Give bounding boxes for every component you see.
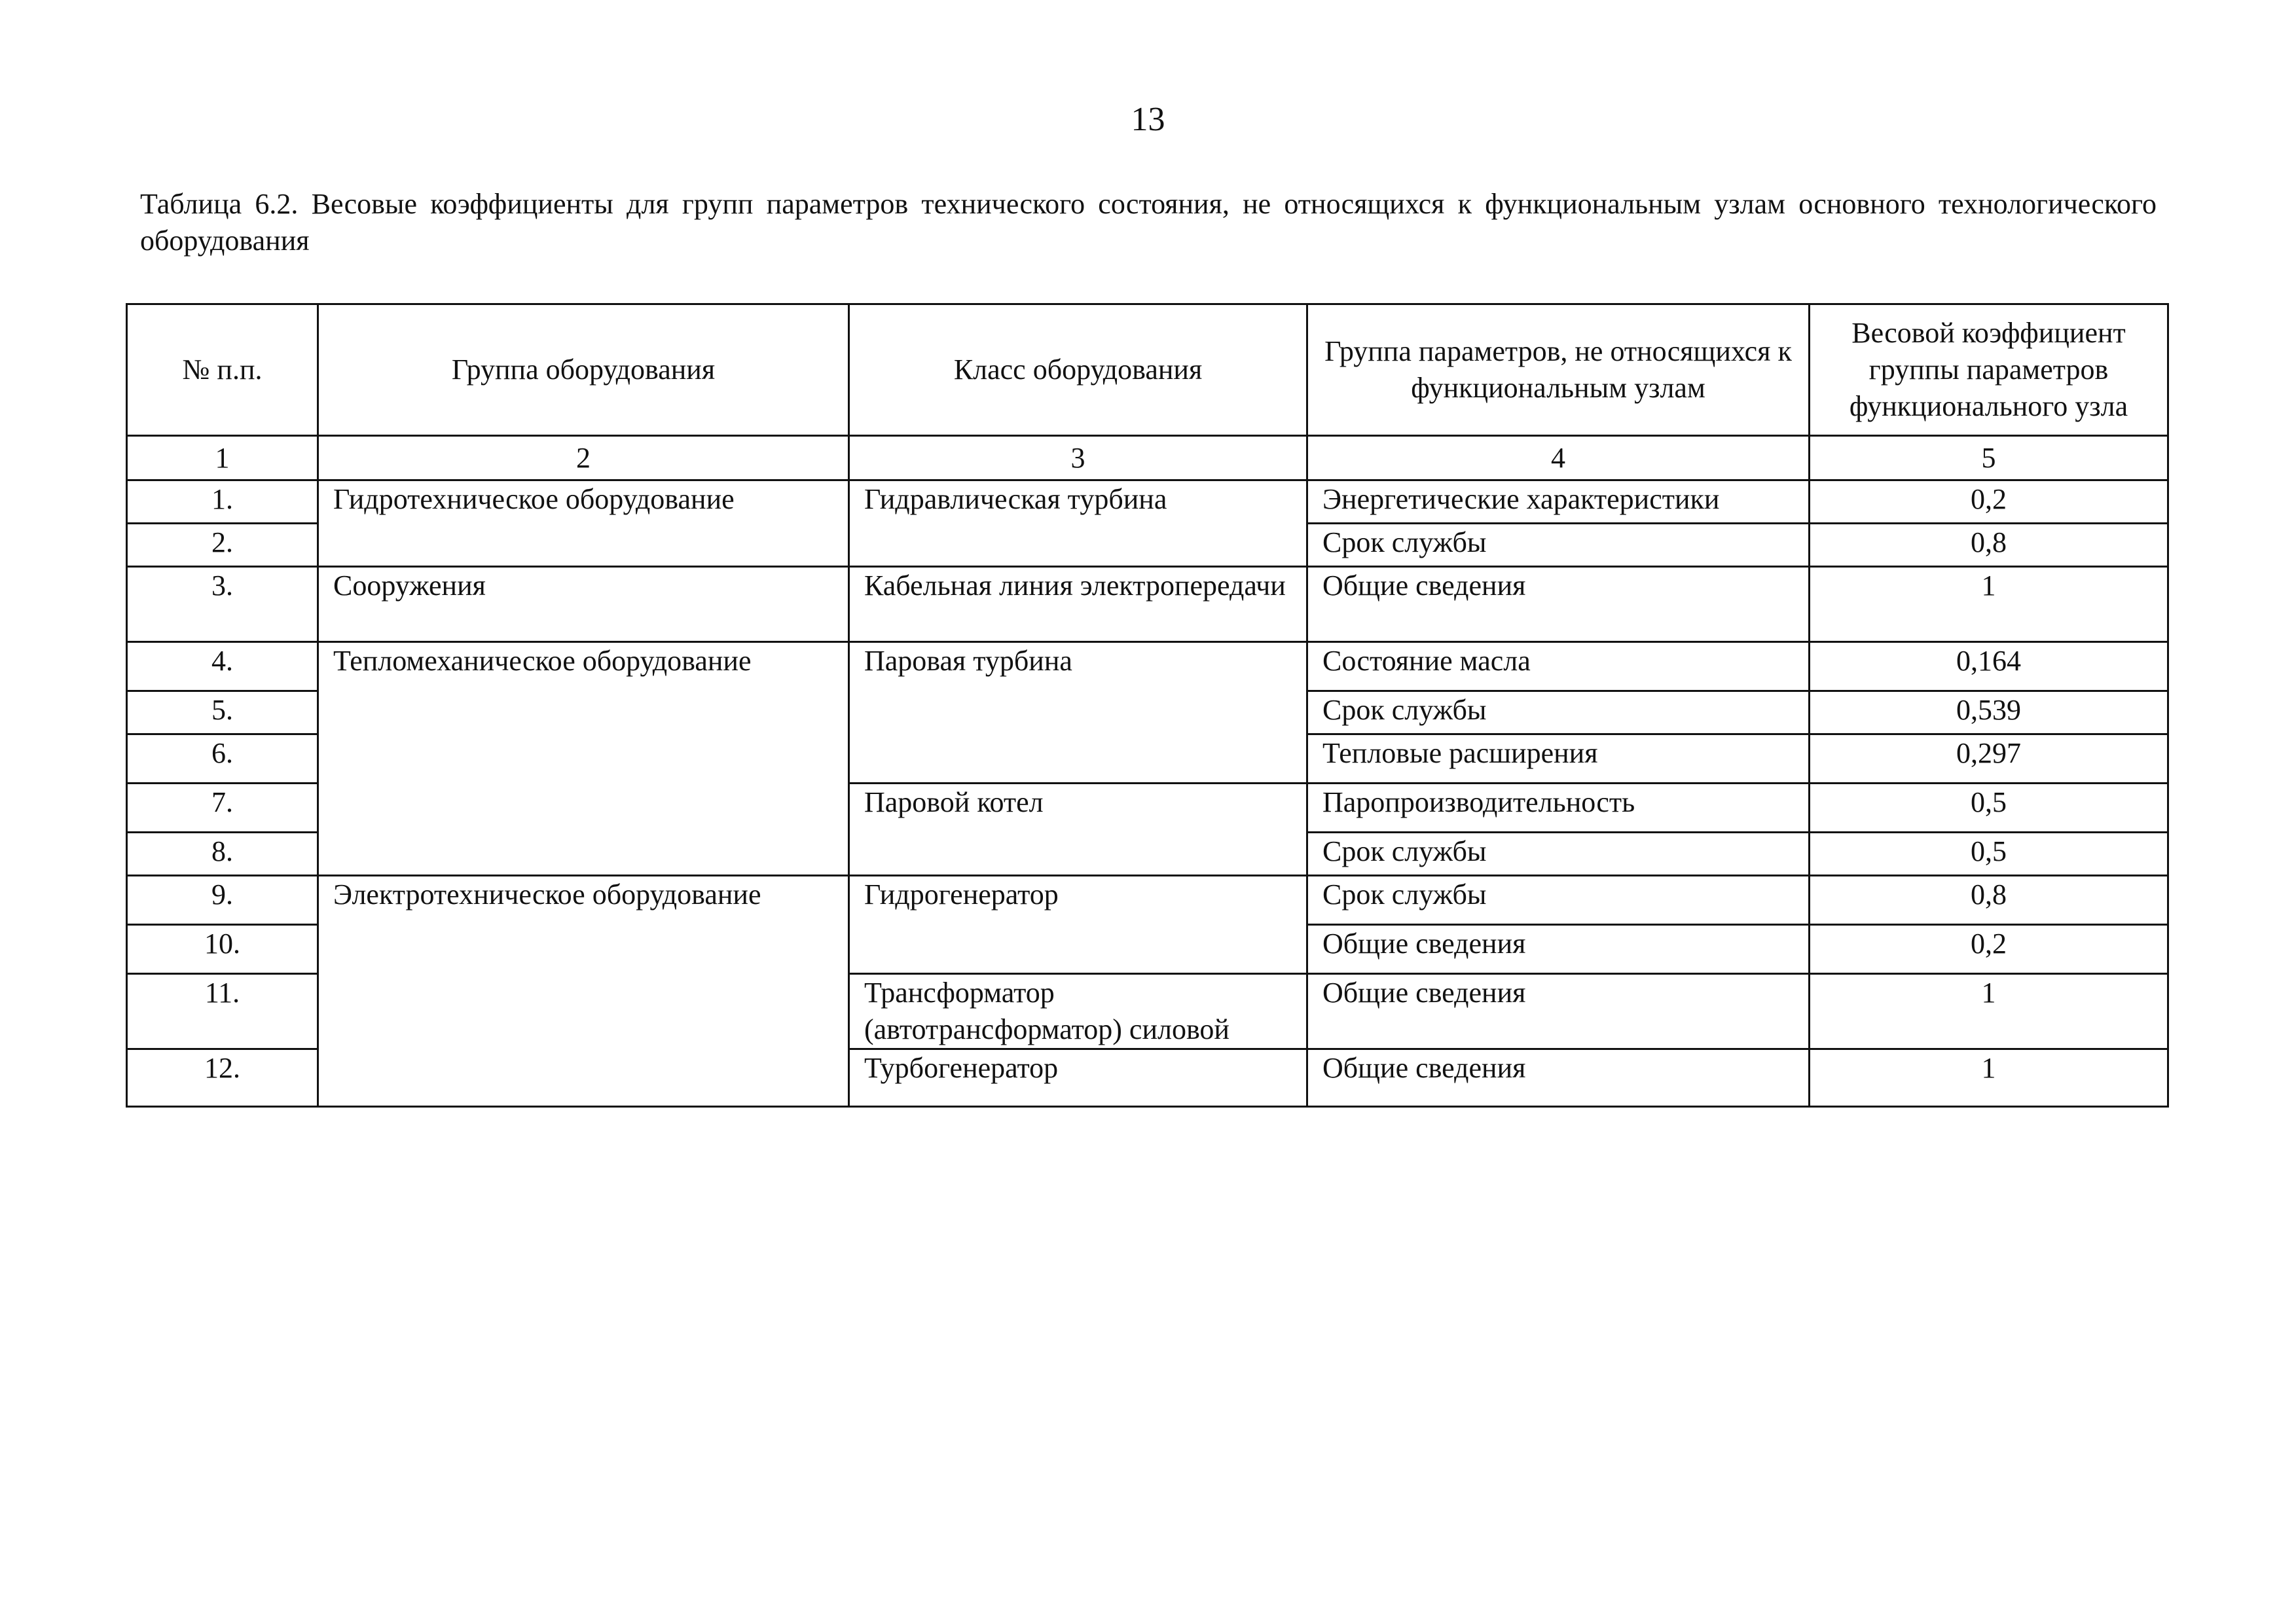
equipment-class-cell: Турбогенератор — [849, 1049, 1307, 1107]
equipment-group-cell: Сооружения — [318, 567, 849, 642]
parameter-group-cell: Общие сведения — [1307, 974, 1810, 1049]
parameter-group-cell: Состояние масла — [1307, 642, 1810, 691]
column-number: 1 — [127, 436, 318, 480]
weight-cell: 0,8 — [1810, 876, 2168, 925]
parameter-group-cell: Паропроизводительность — [1307, 784, 1810, 833]
weight-cell: 1 — [1810, 1049, 2168, 1107]
row-number: 11. — [127, 974, 318, 1049]
row-number: 4. — [127, 642, 318, 691]
equipment-class-cell: Паровой котел — [849, 784, 1307, 876]
row-number: 6. — [127, 734, 318, 784]
row-number: 7. — [127, 784, 318, 833]
equipment-class-cell: Гидравлическая турбина — [849, 480, 1307, 567]
weight-cell: 1 — [1810, 974, 2168, 1049]
weight-cell: 0,297 — [1810, 734, 2168, 784]
header-parameter-group: Группа параметров, не относящихся к функциональным узлам — [1307, 304, 1810, 436]
parameter-group-cell: Тепловые расширения — [1307, 734, 1810, 784]
header-equipment-class: Класс оборудования — [849, 304, 1307, 436]
header-row — [127, 304, 2168, 436]
header-number: № п.п. — [127, 304, 318, 436]
equipment-group-cell: Электротехническое оборудование — [318, 876, 849, 1107]
column-number: 2 — [318, 436, 849, 480]
weight-cell: 0,2 — [1810, 480, 2168, 524]
row-number: 8. — [127, 833, 318, 876]
weight-cell: 0,5 — [1810, 833, 2168, 876]
weight-cell: 0,2 — [1810, 925, 2168, 974]
equipment-class-cell: Гидрогенератор — [849, 876, 1307, 974]
parameter-group-cell: Срок службы — [1307, 691, 1810, 734]
weight-cell: 0,164 — [1810, 642, 2168, 691]
table-row — [127, 567, 2168, 642]
parameter-group-cell: Срок службы — [1307, 833, 1810, 876]
row-number: 10. — [127, 925, 318, 974]
equipment-class-cell: Паровая турбина — [849, 642, 1307, 784]
table-caption: Таблица 6.2. Весовые коэффициенты для групп параметров технического состояния, не относящихся к функциональным узлам основного технологического оборудования — [140, 188, 2157, 257]
parameter-group-cell: Общие сведения — [1307, 567, 1810, 642]
weight-coefficients-table — [126, 303, 2169, 1108]
header-weight: Весовой коэффициент группы параметров функционального узла — [1810, 304, 2168, 436]
table-row — [127, 642, 2168, 691]
parameter-group-cell: Срок службы — [1307, 876, 1810, 925]
weight-cell: 1 — [1810, 567, 2168, 642]
weight-cell: 0,8 — [1810, 524, 2168, 567]
row-number: 2. — [127, 524, 318, 567]
row-number: 5. — [127, 691, 318, 734]
column-number: 5 — [1810, 436, 2168, 480]
column-number-row — [127, 436, 2168, 480]
weight-cell: 0,5 — [1810, 784, 2168, 833]
parameter-group-cell: Общие сведения — [1307, 925, 1810, 974]
weight-cell: 0,539 — [1810, 691, 2168, 734]
equipment-class-cell: Трансформатор (автотрансформатор) силовой — [849, 974, 1307, 1049]
parameter-group-cell: Общие сведения — [1307, 1049, 1810, 1107]
page-number: 13 — [1131, 101, 1165, 138]
column-number: 3 — [849, 436, 1307, 480]
row-number: 3. — [127, 567, 318, 642]
equipment-group-cell: Тепломеханическое оборудование — [318, 642, 849, 876]
header-equipment-group: Группа оборудования — [318, 304, 849, 436]
table-row — [127, 480, 2168, 524]
row-number: 1. — [127, 480, 318, 524]
parameter-group-cell: Срок службы — [1307, 524, 1810, 567]
row-number: 12. — [127, 1049, 318, 1107]
parameter-group-cell: Энергетические характеристики — [1307, 480, 1810, 524]
equipment-group-cell: Гидротехническое оборудование — [318, 480, 849, 567]
row-number: 9. — [127, 876, 318, 925]
column-number: 4 — [1307, 436, 1810, 480]
table-row — [127, 876, 2168, 925]
equipment-class-cell: Кабельная линия электропередачи — [849, 567, 1307, 642]
